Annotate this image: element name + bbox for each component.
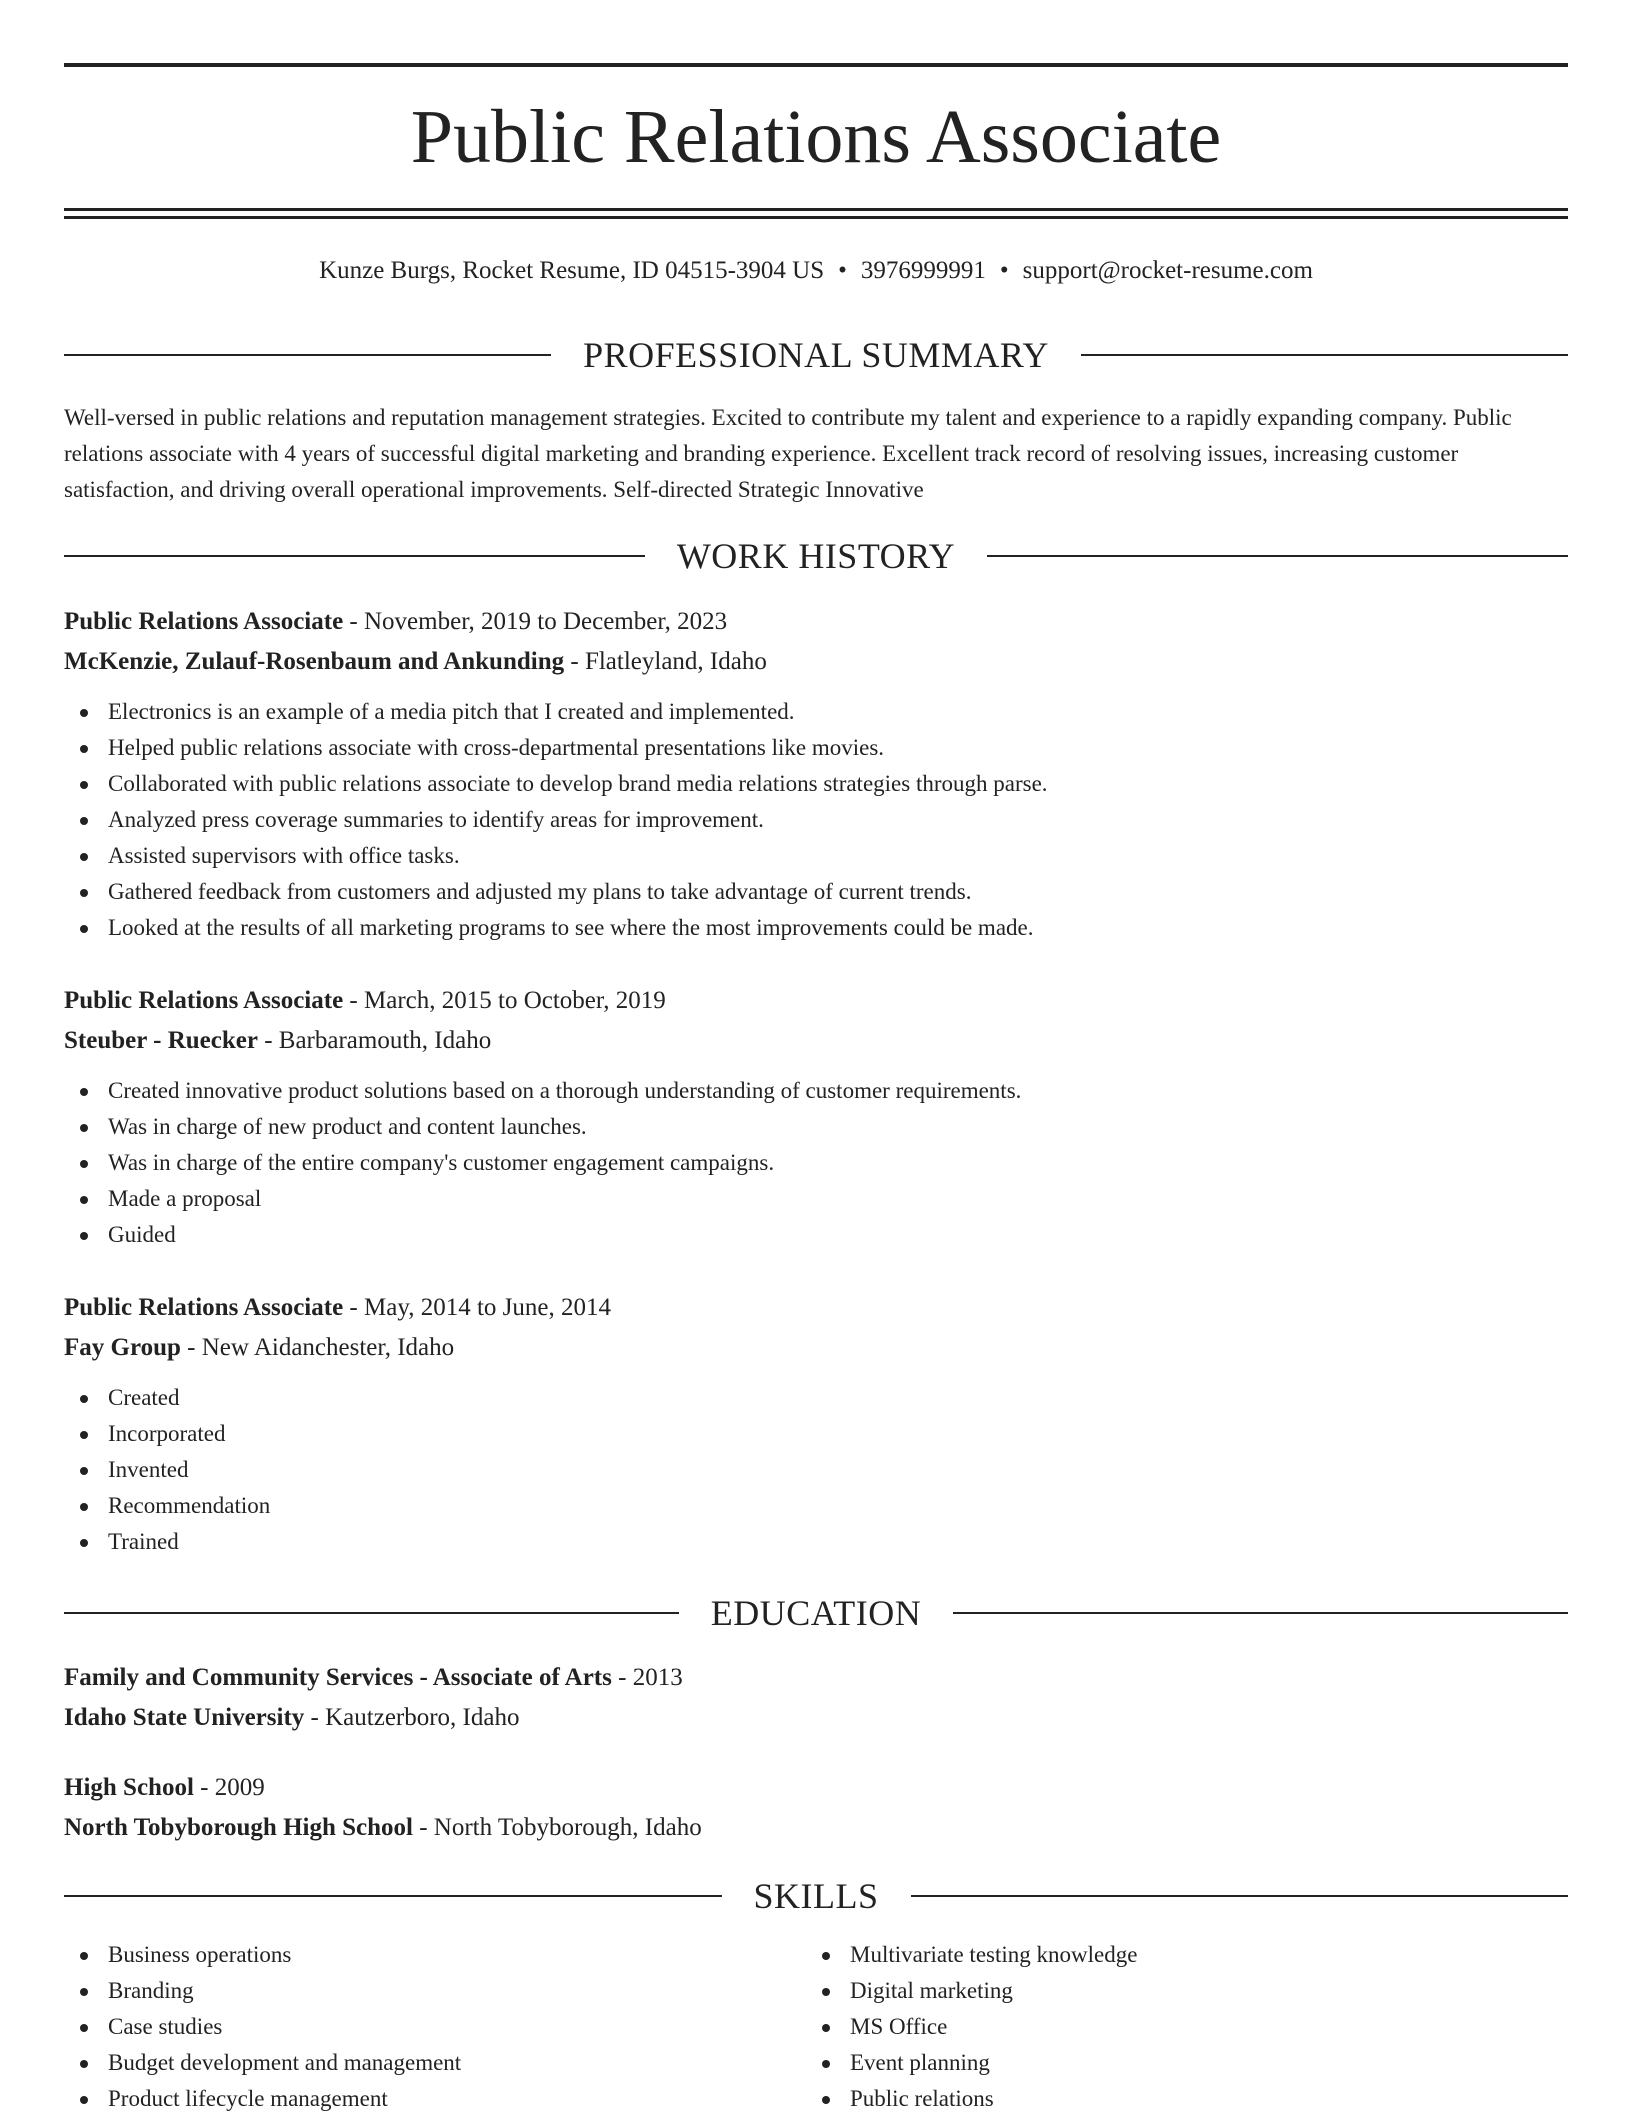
section-title: EDUCATION [710, 1593, 922, 1633]
bullet-dot [80, 1395, 88, 1403]
section-title: PROFESSIONAL SUMMARY [583, 335, 1049, 375]
job-title-line [64, 602, 1568, 642]
education-degree-line [64, 1768, 1568, 1808]
skills-column-right [806, 1937, 1506, 2117]
education-school: Idaho State University [64, 1704, 305, 1731]
list-item-text: Electronics is an example of a media pitch that I created and implemented. [108, 699, 795, 724]
summary-section-heading [64, 332, 1568, 378]
contact-separator: • [838, 257, 847, 284]
job-company: Steuber - Ruecker [64, 1027, 258, 1054]
heading-rule-left [64, 555, 645, 557]
bullet-dot [80, 709, 88, 717]
list-item-text: Invented [108, 1457, 189, 1482]
education-year: - 2009 [193, 1774, 265, 1801]
bullet-dot [822, 2024, 830, 2032]
job-title-line [64, 981, 1568, 1021]
job-title: Public Relations Associate [64, 608, 344, 635]
education-location: - North Tobyborough, Idaho [412, 1814, 702, 1841]
bullet-dot [822, 1952, 830, 1960]
job-company: McKenzie, Zulauf-Rosenbaum and Ankunding [64, 648, 565, 675]
skill-text: Event planning [850, 2050, 990, 2075]
list-item-text: Created [108, 1385, 180, 1410]
list-item [64, 1380, 1568, 1416]
list-item-text: Gathered feedback from customers and adjusted my plans to take advantage of current trends. [108, 879, 972, 904]
skills-section-heading [64, 1873, 1568, 1919]
bullet-dot [80, 2024, 88, 2032]
bullet-dot [80, 1124, 88, 1132]
bullet-dot [80, 853, 88, 861]
work-section-heading [64, 533, 1568, 579]
bullet-dot [80, 745, 88, 753]
skill-text: Digital marketing [850, 1978, 1013, 2003]
list-item [64, 802, 1568, 838]
bullet-dot [822, 2060, 830, 2068]
section-title: WORK HISTORY [676, 536, 956, 576]
education-school-line [64, 1698, 1568, 1738]
list-item [64, 1973, 764, 2009]
contact-address: Kunze Burgs, Rocket Resume, ID 04515-3904 US [319, 257, 825, 284]
job-dates: - November, 2019 to December, 2023 [343, 608, 728, 635]
bullet-dot [80, 1232, 88, 1240]
education-section-heading [64, 1590, 1568, 1636]
list-item [64, 1073, 1568, 1109]
skill-text: Branding [108, 1978, 194, 2003]
education-degree: Family and Community Services - Associate of Arts [64, 1664, 612, 1691]
job-dates: - March, 2015 to October, 2019 [343, 987, 666, 1014]
bullet-dot [80, 1539, 88, 1547]
job-company-line [64, 1021, 1568, 1061]
bullet-dot [80, 2096, 88, 2104]
job-title-line [64, 1288, 1568, 1328]
list-item [64, 838, 1568, 874]
job-company-line [64, 1328, 1568, 1368]
list-item-text: Guided [108, 1222, 176, 1247]
list-item [64, 1416, 1568, 1452]
skills-column-left [64, 1937, 764, 2117]
skill-text: MS Office [850, 2014, 948, 2039]
summary-text: Well-versed in public relations and reputation management strategies. Excited to contribute my talent and experience to a rapidly expanding company. Public relations associate with 4 years of successful digital marketing and branding experience. Excellent track record of resolving issues, increasing customer satisfaction, and driving overall operational improvements. Self-directed Strategic Innovative [64, 405, 1512, 502]
job-title: Public Relations Associate [64, 987, 344, 1014]
contact-email: support@rocket-resume.com [1022, 257, 1313, 284]
top-rule [64, 63, 1568, 67]
contact-separator: • [999, 257, 1009, 284]
skills-list [64, 1937, 764, 2117]
job-entry [64, 981, 1568, 1253]
education-year: - 2013 [611, 1664, 683, 1691]
job-bullet-list [64, 1073, 1568, 1253]
job-entry [64, 1288, 1568, 1560]
list-item [64, 910, 1568, 946]
education-entry [64, 1658, 1568, 1738]
list-item-text: Recommendation [108, 1493, 271, 1518]
list-item-text: Trained [108, 1529, 179, 1554]
skill-text: Multivariate testing knowledge [850, 1942, 1138, 1967]
list-item [806, 1973, 1506, 2009]
list-item-text: Made a proposal [108, 1186, 262, 1211]
heading-rule-left [64, 1895, 722, 1897]
list-item [806, 2045, 1506, 2081]
bullet-dot [822, 2096, 830, 2104]
contact-phone: 3976999991 [860, 257, 986, 284]
job-title: Public Relations Associate [64, 1294, 344, 1321]
bullet-dot [80, 1467, 88, 1475]
job-location: - New Aidanchester, Idaho [180, 1334, 455, 1361]
bullet-dot [80, 1088, 88, 1096]
skills-list [806, 1937, 1506, 2117]
list-item [64, 1181, 1568, 1217]
heading-rule-left [64, 354, 551, 356]
list-item-text: Analyzed press coverage summaries to identify areas for improvement. [108, 807, 764, 832]
education-school: North Tobyborough High School [64, 1814, 413, 1841]
list-item-text: Was in charge of new product and content launches. [108, 1114, 587, 1139]
list-item-text: Looked at the results of all marketing programs to see where the most improvements could be made. [108, 915, 1034, 940]
list-item [64, 766, 1568, 802]
skill-text: Budget development and management [108, 2050, 462, 2075]
list-item-text: Incorporated [108, 1421, 226, 1446]
list-item [64, 730, 1568, 766]
job-dates: - May, 2014 to June, 2014 [343, 1294, 611, 1321]
education-degree-line [64, 1658, 1568, 1698]
skill-text: Public relations [850, 2086, 994, 2111]
list-item-text: Helped public relations associate with cross-departmental presentations like movies. [108, 735, 885, 760]
list-item [64, 1452, 1568, 1488]
list-item [64, 1217, 1568, 1253]
list-item [64, 1524, 1568, 1560]
job-entry [64, 602, 1568, 946]
section-title: SKILLS [753, 1876, 879, 1916]
bullet-dot [80, 889, 88, 897]
list-item-text: Assisted supervisors with office tasks. [108, 843, 460, 868]
heading-rule-right [1081, 354, 1568, 356]
list-item [64, 1488, 1568, 1524]
job-company-line [64, 642, 1568, 682]
bullet-dot [80, 2060, 88, 2068]
list-item [64, 1937, 764, 1973]
list-item [806, 2009, 1506, 2045]
skill-text: Case studies [108, 2014, 223, 2039]
contact-line [64, 254, 1568, 288]
list-item [64, 2045, 764, 2081]
list-item-text: Collaborated with public relations associate to develop brand media relations strategies through parse. [108, 771, 1048, 796]
bullet-dot [80, 1988, 88, 1996]
education-entry [64, 1768, 1568, 1848]
list-item [64, 694, 1568, 730]
bullet-dot [80, 1952, 88, 1960]
bullet-dot [80, 1503, 88, 1511]
bullet-dot [80, 1196, 88, 1204]
list-item [64, 2009, 764, 2045]
bullet-dot [80, 1431, 88, 1439]
job-bullet-list [64, 694, 1568, 946]
list-item [806, 1937, 1506, 1973]
heading-rule-right [987, 555, 1568, 557]
job-location: - Flatleyland, Idaho [564, 648, 767, 675]
list-item [64, 1109, 1568, 1145]
heading-rule-left [64, 1612, 679, 1614]
list-item-text: Created innovative product solutions based on a thorough understanding of customer requirements. [108, 1078, 1022, 1103]
skill-text: Business operations [108, 1942, 292, 1967]
bullet-dot [822, 1988, 830, 1996]
list-item [64, 874, 1568, 910]
title-double-rule [64, 208, 1568, 219]
list-item [64, 1145, 1568, 1181]
education-degree: High School [64, 1774, 194, 1801]
job-bullet-list [64, 1380, 1568, 1560]
job-company: Fay Group [64, 1334, 181, 1361]
bullet-dot [80, 1160, 88, 1168]
heading-rule-right [911, 1895, 1569, 1897]
education-location: - Kautzerboro, Idaho [304, 1704, 520, 1731]
bullet-dot [80, 925, 88, 933]
job-location: - Barbaramouth, Idaho [257, 1027, 492, 1054]
bullet-dot [80, 817, 88, 825]
bullet-dot [80, 781, 88, 789]
heading-rule-right [953, 1612, 1568, 1614]
skill-text: Product lifecycle management [108, 2086, 388, 2111]
list-item-text: Was in charge of the entire company's customer engagement campaigns. [108, 1150, 775, 1175]
education-school-line [64, 1808, 1568, 1848]
page-title: Public Relations Associate [410, 95, 1222, 179]
